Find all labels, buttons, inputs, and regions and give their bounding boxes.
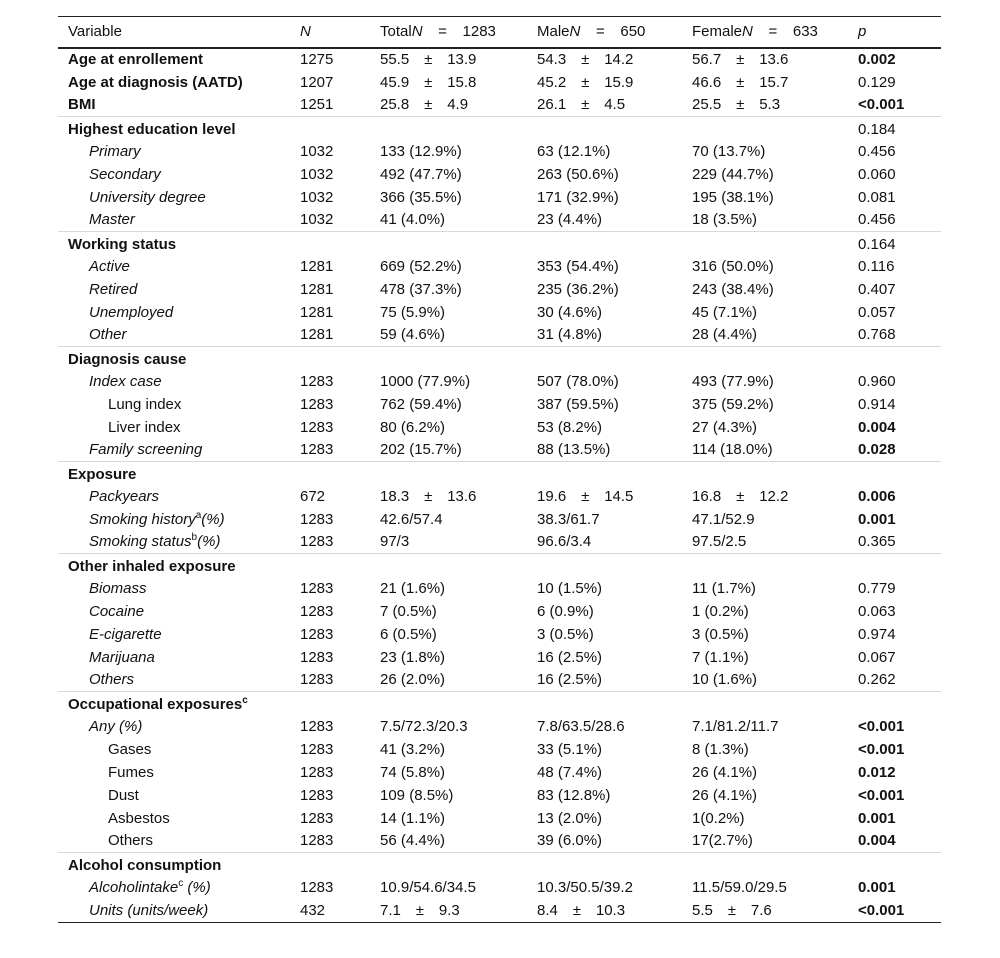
row-p-value: 0.002 bbox=[858, 51, 896, 68]
row-total bbox=[370, 347, 527, 370]
row-label: Units (units/week) bbox=[58, 899, 290, 923]
row-p-value: <0.001 bbox=[858, 786, 905, 804]
row-p-value: 0.004 bbox=[858, 418, 896, 436]
header-n: N bbox=[290, 17, 370, 48]
row-male: 10 (1.5%) bbox=[537, 579, 603, 597]
row-label: Other bbox=[89, 326, 127, 344]
row-n: 1283 bbox=[300, 395, 334, 413]
row-total: 133 (12.9%) bbox=[380, 142, 462, 160]
row-male bbox=[527, 117, 682, 140]
row-n: 1281 bbox=[300, 326, 334, 344]
row-male: 13 (2.0%) bbox=[537, 809, 603, 827]
table-row bbox=[58, 876, 941, 899]
row-total: 14 (1.1%) bbox=[380, 809, 446, 827]
row-p-value: 0.129 bbox=[858, 73, 896, 91]
table-row bbox=[58, 784, 941, 807]
row-female bbox=[682, 347, 848, 370]
row-total: 56 (4.4%) bbox=[380, 832, 446, 850]
table-row bbox=[58, 462, 941, 485]
table-row bbox=[58, 738, 941, 761]
row-p-value bbox=[848, 347, 941, 370]
row-label: Retired bbox=[89, 280, 138, 298]
table-row bbox=[58, 600, 941, 623]
row-label: Cocaine bbox=[89, 602, 145, 620]
row-total bbox=[370, 554, 527, 577]
row-n bbox=[290, 554, 370, 577]
row-n: 1283 bbox=[300, 717, 334, 735]
table-row bbox=[58, 577, 941, 600]
row-total: 97/3 bbox=[380, 533, 410, 551]
row-label: Occupational exposures$^c$ bbox=[58, 692, 290, 715]
row-female: 26 (4.1%) bbox=[692, 763, 758, 781]
row-male bbox=[527, 692, 682, 715]
row-n: 1283 bbox=[300, 786, 334, 804]
row-male bbox=[527, 347, 682, 370]
row-male: 235 (36.2%) bbox=[537, 280, 619, 298]
row-female: 316 (50.0%) bbox=[692, 257, 774, 275]
row-label: Highest education level bbox=[58, 117, 290, 140]
row-p-value: 0.012 bbox=[858, 763, 896, 781]
row-p-value: 0.779 bbox=[858, 579, 896, 597]
row-total: 59 (4.6%) bbox=[380, 326, 446, 344]
row-p-value: 0.060 bbox=[858, 165, 896, 183]
row-female: 1 (0.2%) bbox=[692, 602, 749, 620]
row-female: 56.7 ± 13.6 bbox=[692, 51, 789, 68]
row-p-value: 0.116 bbox=[858, 257, 895, 275]
row-male: 19.6 ± 14.5 bbox=[537, 487, 634, 505]
row-male: 353 (54.4%) bbox=[537, 257, 619, 275]
row-label: Others bbox=[89, 671, 135, 689]
row-male: 16 (2.5%) bbox=[537, 648, 603, 666]
row-male: 54.3 ± 14.2 bbox=[537, 51, 634, 68]
table-body bbox=[58, 48, 941, 923]
row-male bbox=[527, 462, 682, 485]
row-p-value bbox=[848, 853, 941, 876]
row-p-value: 0.960 bbox=[858, 372, 896, 390]
row-male: 63 (12.1%) bbox=[537, 142, 611, 160]
row-total: 492 (47.7%) bbox=[380, 165, 462, 183]
row-p-value: 0.365 bbox=[858, 533, 896, 551]
row-male: 10.3/50.5/39.2 bbox=[537, 878, 633, 896]
table-row bbox=[58, 531, 941, 554]
table-row bbox=[58, 232, 941, 255]
row-p-value: <0.001 bbox=[848, 899, 941, 923]
row-p-value: 0.164 bbox=[848, 232, 941, 255]
row-n: 1281 bbox=[300, 303, 334, 321]
row-male: 171 (32.9%) bbox=[537, 188, 619, 206]
row-n bbox=[290, 462, 370, 485]
table-row bbox=[58, 48, 941, 71]
table-row bbox=[58, 393, 941, 416]
row-p-value: 0.006 bbox=[858, 487, 896, 505]
table-row bbox=[58, 715, 941, 738]
row-n: 1032 bbox=[300, 165, 334, 183]
row-female: 243 (38.4%) bbox=[692, 280, 774, 298]
row-p-value bbox=[848, 554, 941, 577]
row-label: University degree bbox=[89, 188, 206, 206]
row-female: 11.5/59.0/29.5 bbox=[692, 878, 787, 896]
row-total: 7 (0.5%) bbox=[380, 602, 437, 620]
row-label: Exposure bbox=[58, 462, 290, 485]
header-p: p bbox=[848, 17, 941, 48]
row-total: 478 (37.3%) bbox=[380, 280, 462, 298]
table-row bbox=[58, 485, 941, 508]
row-total: 45.9 ± 15.8 bbox=[380, 73, 477, 91]
row-n: 1281 bbox=[300, 280, 334, 298]
row-female: 46.6 ± 15.7 bbox=[692, 73, 789, 91]
row-p-value: <0.001 bbox=[858, 740, 905, 758]
row-male: 45.2 ± 15.9 bbox=[537, 73, 634, 91]
row-total: 366 (35.5%) bbox=[380, 188, 462, 206]
row-male: 39 (6.0%) bbox=[537, 832, 603, 850]
row-n bbox=[290, 692, 370, 715]
row-n: 1032 bbox=[300, 211, 334, 229]
row-p-value: 0.974 bbox=[858, 625, 896, 643]
row-female: 25.5 ± 5.3 bbox=[692, 96, 781, 114]
row-male: 83 (12.8%) bbox=[537, 786, 611, 804]
table-row bbox=[58, 71, 941, 94]
row-total: 7.1 ± 9.3 bbox=[370, 899, 527, 923]
row-n: 1275 bbox=[300, 51, 334, 68]
row-p-value bbox=[848, 462, 941, 485]
table-row bbox=[58, 301, 941, 324]
row-n bbox=[290, 232, 370, 255]
row-female bbox=[682, 692, 848, 715]
row-p-value: 0.456 bbox=[858, 211, 896, 229]
row-p-value: 0.001 bbox=[858, 878, 896, 896]
row-p-value: 0.001 bbox=[858, 510, 896, 528]
row-total: 74 (5.8%) bbox=[380, 763, 446, 781]
row-p-value: 0.914 bbox=[858, 395, 896, 413]
row-p-value: 0.067 bbox=[858, 648, 896, 666]
row-total: 669 (52.2%) bbox=[380, 257, 462, 275]
row-female: 47.1/52.9 bbox=[692, 510, 755, 528]
row-n: 1283 bbox=[300, 625, 334, 643]
row-total: 21 (1.6%) bbox=[380, 579, 446, 597]
row-label: Any (%) bbox=[89, 717, 143, 735]
row-male: 23 (4.4%) bbox=[537, 211, 603, 229]
row-n: 1283 bbox=[300, 602, 334, 620]
row-n bbox=[290, 853, 370, 876]
row-label: E-cigarette bbox=[89, 625, 162, 643]
row-n: 1283 bbox=[300, 533, 334, 551]
row-n: 1283 bbox=[300, 648, 334, 666]
row-label: BMI bbox=[68, 96, 96, 114]
row-total bbox=[370, 462, 527, 485]
row-total: 109 (8.5%) bbox=[380, 786, 454, 804]
row-label: Other inhaled exposure bbox=[58, 554, 290, 577]
row-n: 1207 bbox=[300, 73, 334, 91]
row-n: 1032 bbox=[300, 142, 334, 160]
row-p-value bbox=[848, 692, 941, 715]
row-label: Working status bbox=[58, 232, 290, 255]
table-row bbox=[58, 163, 941, 186]
row-female bbox=[682, 853, 848, 876]
row-label: Age at enrollement bbox=[68, 51, 204, 68]
row-total bbox=[370, 853, 527, 876]
row-total bbox=[370, 692, 527, 715]
row-p-value: <0.001 bbox=[858, 96, 905, 114]
row-label: Marijuana bbox=[89, 648, 155, 666]
row-n: 1283 bbox=[300, 372, 334, 390]
row-female: 1(0.2%) bbox=[692, 809, 745, 827]
row-p-value: 0.456 bbox=[858, 142, 896, 160]
row-female: 229 (44.7%) bbox=[692, 165, 774, 183]
row-female: 16.8 ± 12.2 bbox=[692, 487, 789, 505]
table-row bbox=[58, 554, 941, 577]
row-label: Packyears bbox=[89, 487, 160, 505]
row-n: 1283 bbox=[300, 763, 334, 781]
row-label: Alcohol consumption bbox=[58, 853, 290, 876]
row-n: 1283 bbox=[300, 740, 334, 758]
row-n: 1283 bbox=[300, 441, 334, 459]
row-male: 30 (4.6%) bbox=[537, 303, 603, 321]
table-row bbox=[58, 853, 941, 876]
row-total: 80 (6.2%) bbox=[380, 418, 446, 436]
row-n bbox=[290, 347, 370, 370]
header-variable: Variable bbox=[58, 17, 290, 48]
row-total: 18.3 ± 13.6 bbox=[380, 487, 477, 505]
row-total: 23 (1.8%) bbox=[380, 648, 446, 666]
row-female: 97.5/2.5 bbox=[692, 533, 747, 551]
row-p-value: 0.057 bbox=[858, 303, 896, 321]
row-total: 55.5 ± 13.9 bbox=[380, 51, 477, 68]
table-row bbox=[58, 439, 941, 462]
table-row bbox=[58, 669, 941, 692]
row-label: Fumes bbox=[108, 763, 154, 781]
table-row bbox=[58, 623, 941, 646]
row-label: Index case bbox=[89, 372, 162, 390]
row-female: 5.5 ± 7.6 bbox=[682, 899, 848, 923]
row-p-value: 0.262 bbox=[858, 671, 896, 689]
row-male: 31 (4.8%) bbox=[537, 326, 603, 344]
row-female: 114 (18.0%) bbox=[692, 441, 773, 459]
row-total: 1000 (77.9%) bbox=[380, 372, 471, 390]
row-total: 75 (5.9%) bbox=[380, 303, 446, 321]
row-female: 195 (38.1%) bbox=[692, 188, 774, 206]
row-female: 45 (7.1%) bbox=[692, 303, 758, 321]
table-row bbox=[58, 324, 941, 347]
row-female bbox=[682, 554, 848, 577]
row-n: 1283 bbox=[300, 510, 334, 528]
row-female: 8 (1.3%) bbox=[692, 740, 749, 758]
row-female: 493 (77.9%) bbox=[692, 372, 774, 390]
row-n: 432 bbox=[290, 899, 370, 923]
row-n: 1283 bbox=[300, 671, 334, 689]
row-label: Biomass bbox=[89, 579, 147, 597]
row-n: 1283 bbox=[300, 579, 334, 597]
row-male: 387 (59.5%) bbox=[537, 395, 619, 413]
table-row bbox=[58, 370, 941, 393]
row-label: Others bbox=[108, 832, 154, 850]
table-row bbox=[58, 209, 941, 232]
row-n: 1251 bbox=[300, 96, 334, 114]
row-male: 263 (50.6%) bbox=[537, 165, 619, 183]
table-row bbox=[58, 94, 941, 117]
row-female: 11 (1.7%) bbox=[692, 579, 756, 597]
row-n: 1281 bbox=[300, 257, 334, 275]
table-row bbox=[58, 347, 941, 370]
row-label: Lung index bbox=[108, 395, 182, 413]
table-row bbox=[58, 117, 941, 140]
row-male bbox=[527, 554, 682, 577]
row-total: 202 (15.7%) bbox=[380, 441, 462, 459]
row-female bbox=[682, 232, 848, 255]
row-total: 762 (59.4%) bbox=[380, 395, 462, 413]
row-label: Liver index bbox=[108, 418, 181, 436]
row-female: 17(2.7%) bbox=[692, 832, 753, 850]
row-label: Family screening bbox=[89, 441, 203, 459]
row-male: 88 (13.5%) bbox=[537, 441, 611, 459]
table-row bbox=[58, 508, 941, 531]
row-label: Diagnosis cause bbox=[58, 347, 290, 370]
row-male: 48 (7.4%) bbox=[537, 763, 603, 781]
row-p-value: 0.001 bbox=[858, 809, 896, 827]
row-female: 3 (0.5%) bbox=[692, 625, 749, 643]
table-row bbox=[58, 646, 941, 669]
row-label: Alcoholintake$^c$ (%) bbox=[89, 877, 211, 896]
row-label: Smoking status$^b$(%) bbox=[89, 532, 221, 551]
row-label: Master bbox=[89, 211, 135, 229]
row-label: Dust bbox=[108, 786, 139, 804]
row-total: 42.6/57.4 bbox=[380, 510, 443, 528]
row-male: 507 (78.0%) bbox=[537, 372, 619, 390]
row-p-value: 0.028 bbox=[858, 441, 896, 459]
row-female: 7 (1.1%) bbox=[692, 648, 749, 666]
row-total bbox=[370, 117, 527, 140]
row-label: Secondary bbox=[89, 165, 161, 183]
row-n: 672 bbox=[300, 487, 326, 505]
header-male: MaleN = 650 bbox=[527, 17, 682, 48]
row-female: 375 (59.2%) bbox=[692, 395, 774, 413]
row-n: 1032 bbox=[300, 188, 334, 206]
table-row bbox=[58, 899, 941, 923]
table-row bbox=[58, 692, 941, 715]
row-p-value: 0.063 bbox=[858, 602, 896, 620]
row-label: Primary bbox=[89, 142, 141, 160]
row-total: 10.9/54.6/34.5 bbox=[380, 878, 476, 896]
row-p-value: <0.001 bbox=[858, 717, 905, 735]
table-row bbox=[58, 140, 941, 163]
row-female: 7.1/81.2/11.7 bbox=[692, 717, 779, 735]
row-total: 26 (2.0%) bbox=[380, 671, 446, 689]
row-male: 26.1 ± 4.5 bbox=[537, 96, 626, 114]
row-total: 41 (3.2%) bbox=[380, 740, 446, 758]
row-label: Age at diagnosis (AATD) bbox=[68, 73, 243, 91]
row-total bbox=[370, 232, 527, 255]
row-female: 26 (4.1%) bbox=[692, 786, 758, 804]
row-p-value: 0.768 bbox=[858, 326, 896, 344]
row-n bbox=[290, 117, 370, 140]
table-row bbox=[58, 186, 941, 209]
row-label: Unemployed bbox=[89, 303, 174, 321]
header-total: TotalN = 1283 bbox=[370, 17, 527, 48]
table-row bbox=[58, 416, 941, 439]
row-female: 28 (4.4%) bbox=[692, 326, 758, 344]
row-female bbox=[682, 117, 848, 140]
table-row bbox=[58, 278, 941, 301]
row-n: 1283 bbox=[300, 809, 334, 827]
row-male: 7.8/63.5/28.6 bbox=[537, 717, 625, 735]
row-male bbox=[527, 232, 682, 255]
row-male: 96.6/3.4 bbox=[537, 533, 592, 551]
row-male: 53 (8.2%) bbox=[537, 418, 603, 436]
row-female: 70 (13.7%) bbox=[692, 142, 766, 160]
row-label: Smoking history$^a$(%) bbox=[89, 509, 225, 528]
row-p-value: 0.081 bbox=[858, 188, 896, 206]
row-total: 7.5/72.3/20.3 bbox=[380, 717, 468, 735]
row-n: 1283 bbox=[300, 418, 334, 436]
row-male bbox=[527, 853, 682, 876]
row-female: 10 (1.6%) bbox=[692, 671, 758, 689]
characteristics-table bbox=[58, 16, 941, 923]
row-total: 41 (4.0%) bbox=[380, 211, 446, 229]
row-male: 3 (0.5%) bbox=[537, 625, 594, 643]
row-label: Gases bbox=[108, 740, 152, 758]
row-female: 27 (4.3%) bbox=[692, 418, 758, 436]
row-label: Asbestos bbox=[108, 809, 170, 827]
row-total: 25.8 ± 4.9 bbox=[380, 96, 469, 114]
row-label: Active bbox=[89, 257, 130, 275]
row-n: 1283 bbox=[300, 878, 334, 896]
header-row bbox=[58, 17, 941, 48]
row-male: 8.4 ± 10.3 bbox=[527, 899, 682, 923]
row-male: 16 (2.5%) bbox=[537, 671, 603, 689]
table-row bbox=[58, 830, 941, 853]
row-male: 38.3/61.7 bbox=[537, 510, 600, 528]
row-total: 6 (0.5%) bbox=[380, 625, 437, 643]
row-male: 33 (5.1%) bbox=[537, 740, 603, 758]
row-female bbox=[682, 462, 848, 485]
row-n: 1283 bbox=[300, 832, 334, 850]
row-p-value: 0.004 bbox=[858, 832, 896, 850]
row-p-value: 0.184 bbox=[848, 117, 941, 140]
table-row bbox=[58, 761, 941, 784]
row-p-value: 0.407 bbox=[858, 280, 896, 298]
header-female: FemaleN = 633 bbox=[682, 17, 848, 48]
table-row bbox=[58, 807, 941, 830]
row-male: 6 (0.9%) bbox=[537, 602, 594, 620]
row-female: 18 (3.5%) bbox=[692, 211, 758, 229]
table-row bbox=[58, 255, 941, 278]
